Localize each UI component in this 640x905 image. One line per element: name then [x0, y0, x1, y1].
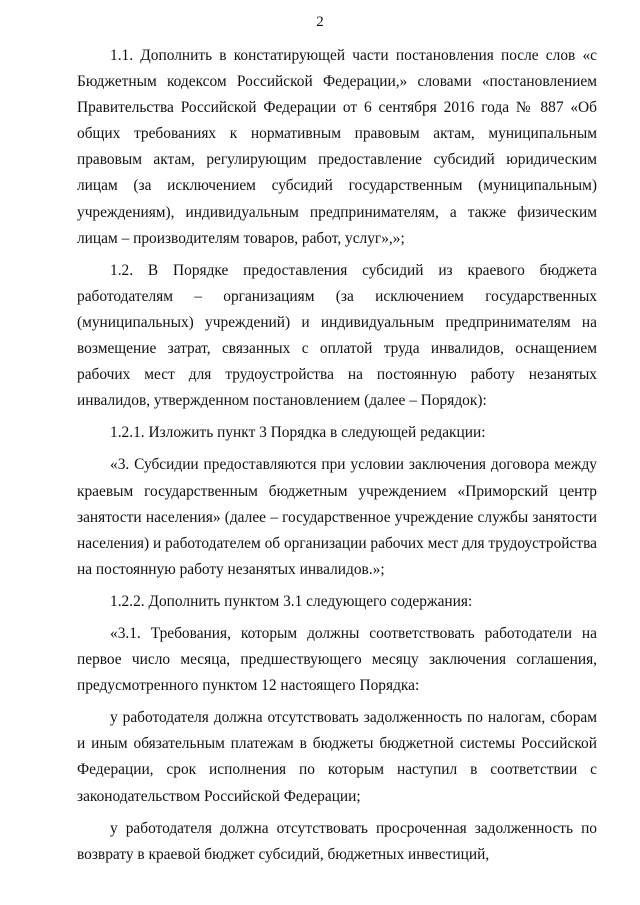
paragraph-1-1: 1.1. Дополнить в констатирующей части постановления после слов «с Бюджетным кодексом Российской Федерации,» словами «постановлением Правительства Российской Федерации от 6 сентября 2016 года № 887 «Об общих требованиях к нормативным правовым актам, муниципальным правовым актам, регулирующим предоставление субсидий юридическим лицам (за исключением субсидий государственным (муниципальным) учреждениям), индивидуальным предпринимателям, а также физическим лицам – производителям товаров, работ, услуг»,»;	[77, 47, 597, 247]
paragraph-quote-3: «3. Субсидии предоставляются при условии заключения договора между краевым государственным бюджетным учреждением «Приморский центр занятости населения» (далее – государственное учреждение службы занятости населения) и работодателем об организации рабочих мест для трудоустройства на постоянную работу незанятых инвалидов.»;	[77, 456, 597, 578]
document-body	[77, 43, 597, 868]
paragraph-1-2: 1.2. В Порядке предоставления субсидий из краевого бюджета работодателям – организациям (за исключением государственных (муниципальных) учреждений) и индивидуальным предпринимателям на возмещение затрат, связанных с оплатой труда инвалидов, оснащением рабочих мест для трудоустройства на постоянную работу незанятых инвалидов, утвержденном постановлением (далее – Порядок):	[77, 261, 597, 410]
page-number: 2	[316, 14, 324, 30]
paragraph-1-2-2: 1.2.2. Дополнить пунктом 3.1 следующего содержания:	[110, 592, 473, 610]
paragraph-requirement-debt: у работодателя должна отсутствовать просроченная задолженность по возврату в краевой бюджет субсидий, бюджетных инвестиций,	[77, 819, 597, 863]
paragraph-quote-3-1: «3.1. Требования, которым должны соответствовать работодатели на первое число месяца, предшествующего месяцу заключения соглашения, предусмотренного пунктом 12 настоящего Порядка:	[77, 624, 597, 695]
paragraph-1-2-1: 1.2.1. Изложить пункт 3 Порядка в следующей редакции:	[110, 424, 486, 442]
paragraph-requirement-taxes: у работодателя должна отсутствовать задолженность по налогам, сборам и иным обязательным платежам в бюджеты бюджетной системы Российской Федерации, срок исполнения по которым наступил в соответствии с законодательством Российской Федерации;	[77, 709, 597, 805]
